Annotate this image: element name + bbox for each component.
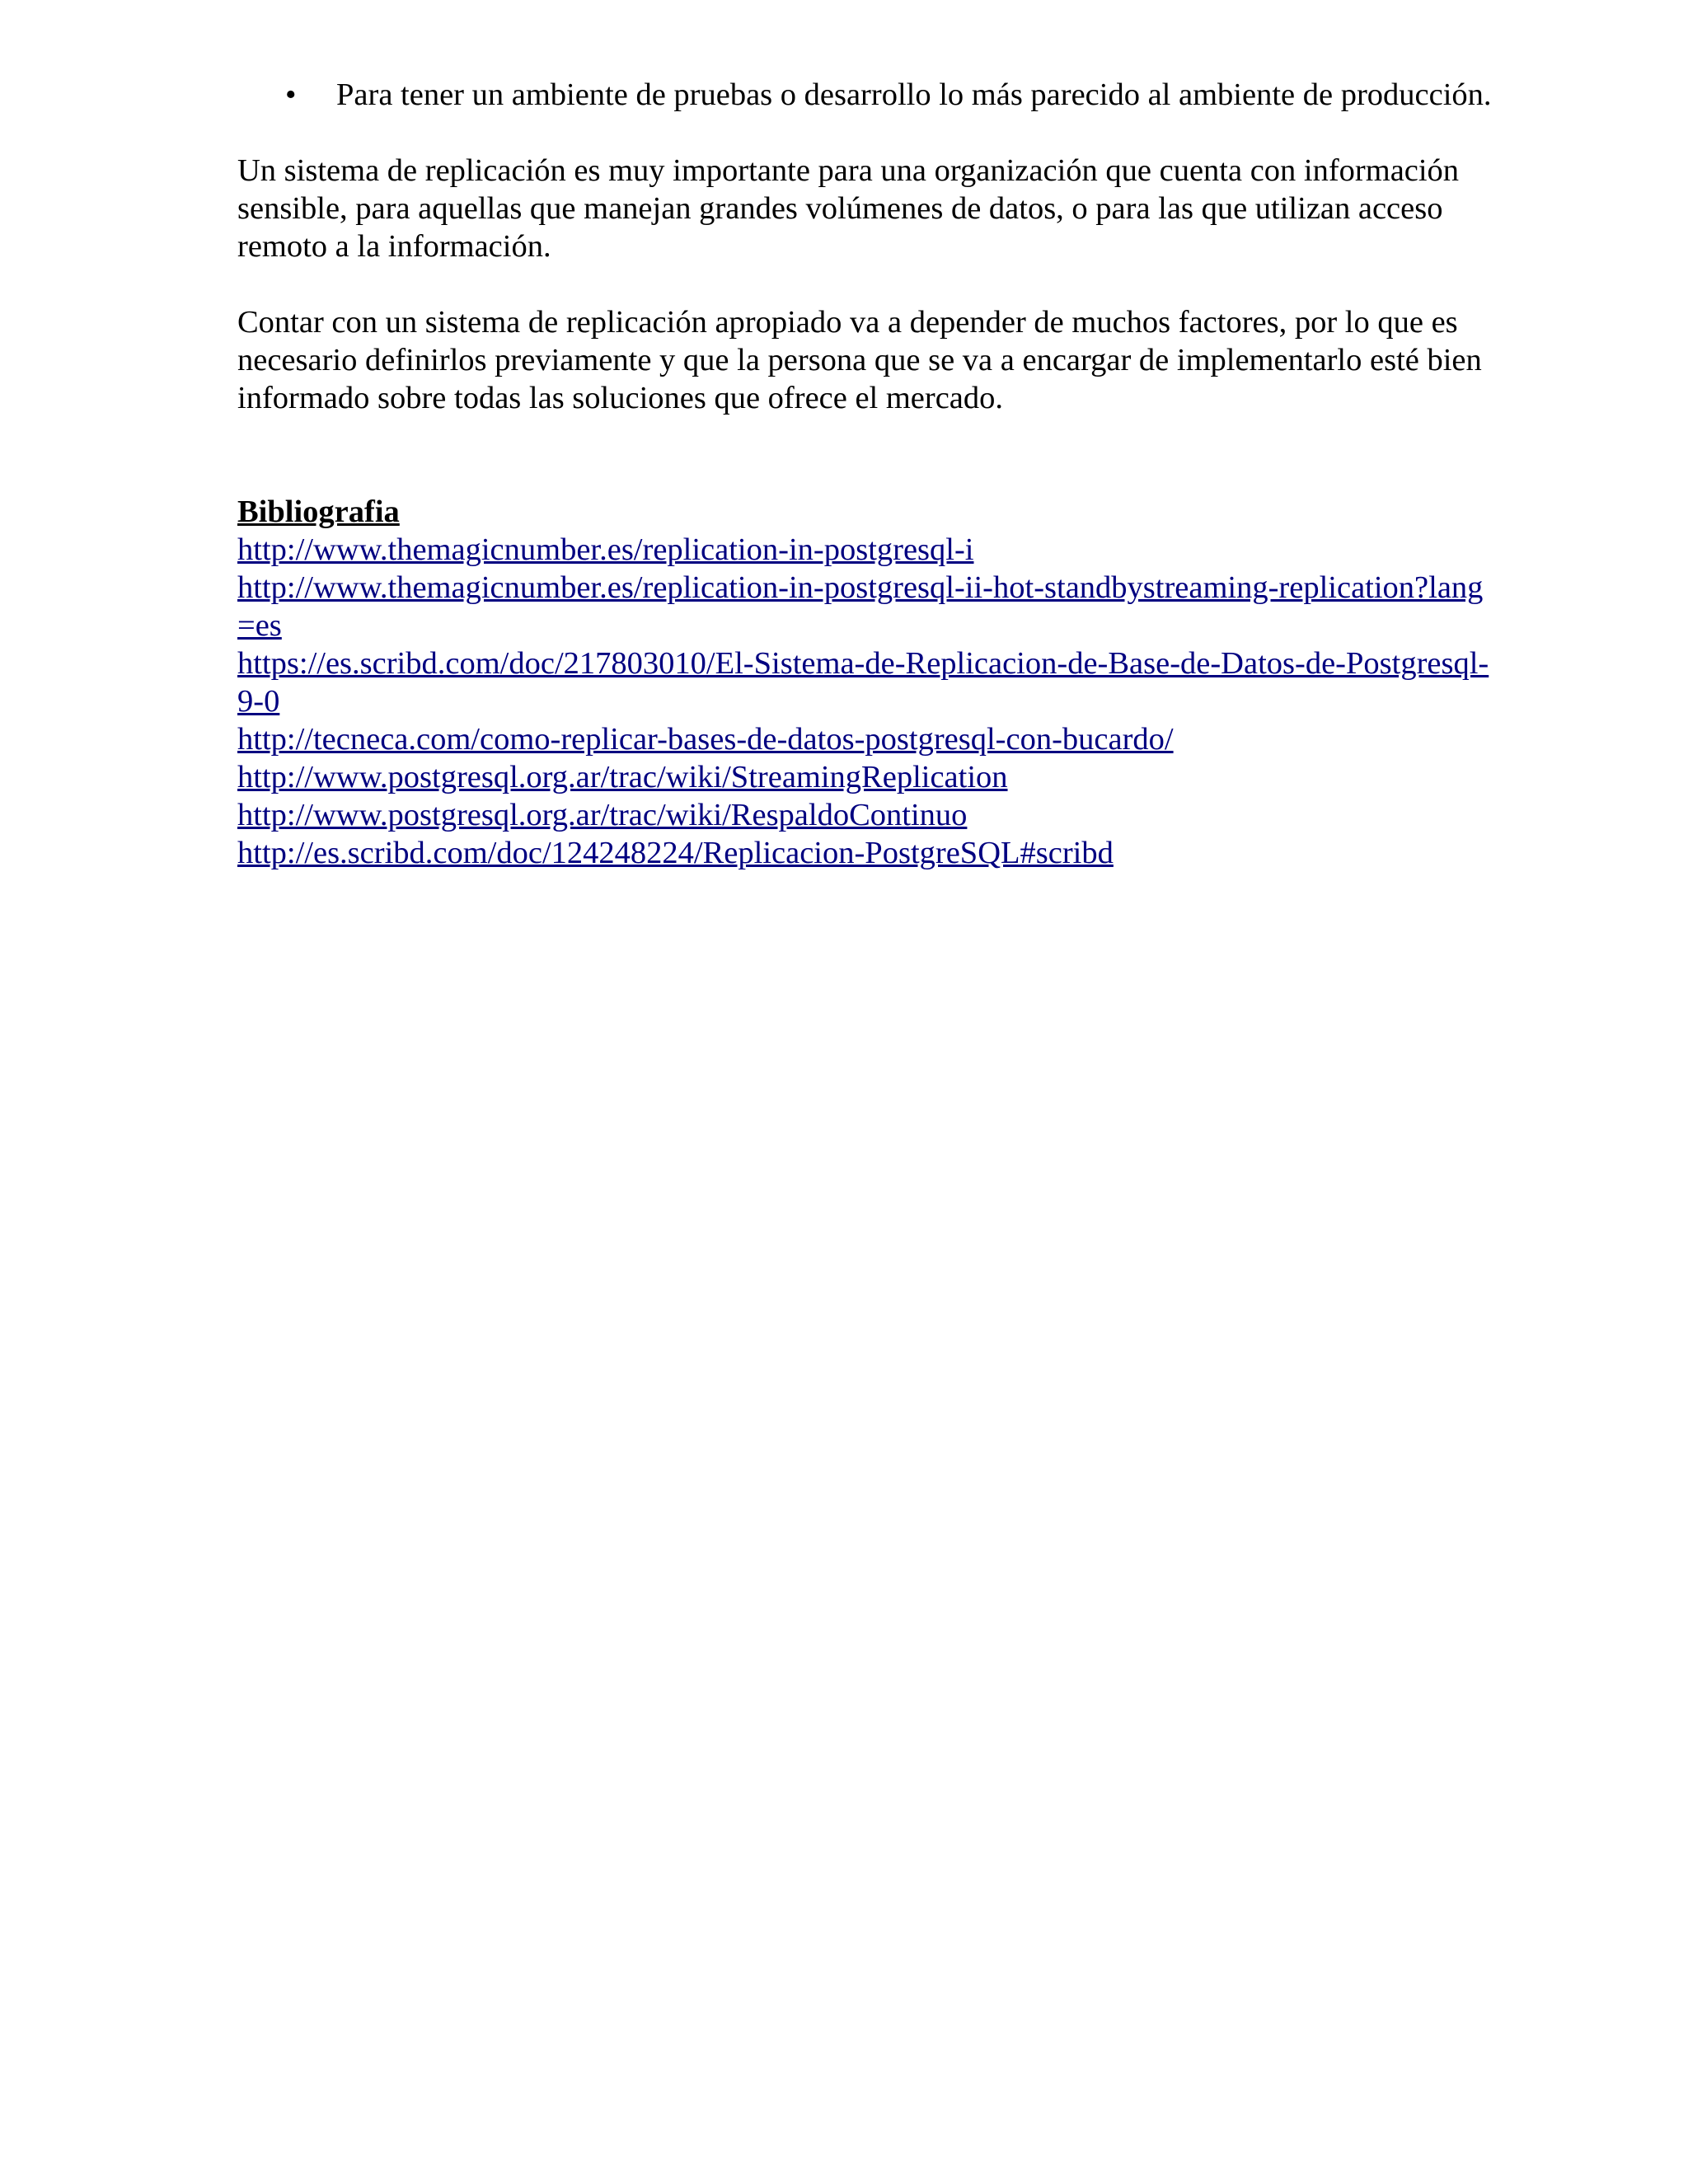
bibliography-link[interactable]: http://www.themagicnumber.es/replication-in-postgresql-ii-hot-standbystreaming-replication?lang=es bbox=[237, 570, 1484, 643]
paragraph-replication-importance: Un sistema de replicación es muy importante para una organización que cuenta con información sensible, para aquellas que manejan grandes volúmenes de datos, o para las que utilizan acceso remoto a la información. bbox=[237, 153, 1460, 264]
bibliography-link[interactable]: http://es.scribd.com/doc/124248224/Replicacion-PostgreSQL#scribd bbox=[237, 836, 1114, 870]
paragraph-replication-factors: Contar con un sistema de replicación apropiado va a depender de muchos factores, por lo que es necesario definirlos previamente y que la persona que se va a encargar de implementarlo esté bien informado sobre todas las soluciones que ofrece el mercado. bbox=[237, 305, 1482, 415]
bullet-item bbox=[237, 76, 1498, 114]
bibliography-link[interactable]: https://es.scribd.com/doc/217803010/El-Sistema-de-Replicacion-de-Base-de-Datos-de-Postgresql-9-0 bbox=[237, 646, 1489, 719]
bullet-icon: • bbox=[285, 77, 297, 112]
bibliography-link[interactable]: http://tecneca.com/como-replicar-bases-de-datos-postgresql-con-bucardo/ bbox=[237, 722, 1174, 757]
bibliography-link[interactable]: http://www.postgresql.org.ar/trac/wiki/StreamingReplication bbox=[237, 760, 1008, 794]
bullet-list bbox=[237, 76, 1498, 114]
bibliography-list bbox=[237, 531, 1498, 872]
bullet-text: Para tener un ambiente de pruebas o desarrollo lo más parecido al ambiente de producción. bbox=[336, 77, 1492, 112]
bibliography-link[interactable]: http://www.themagicnumber.es/replication-in-postgresql-i bbox=[237, 532, 974, 567]
document-page bbox=[237, 76, 1498, 872]
bibliography-link[interactable]: http://www.postgresql.org.ar/trac/wiki/RespaldoContinuo bbox=[237, 798, 968, 832]
bibliography-heading: Bibliografia bbox=[237, 494, 400, 529]
